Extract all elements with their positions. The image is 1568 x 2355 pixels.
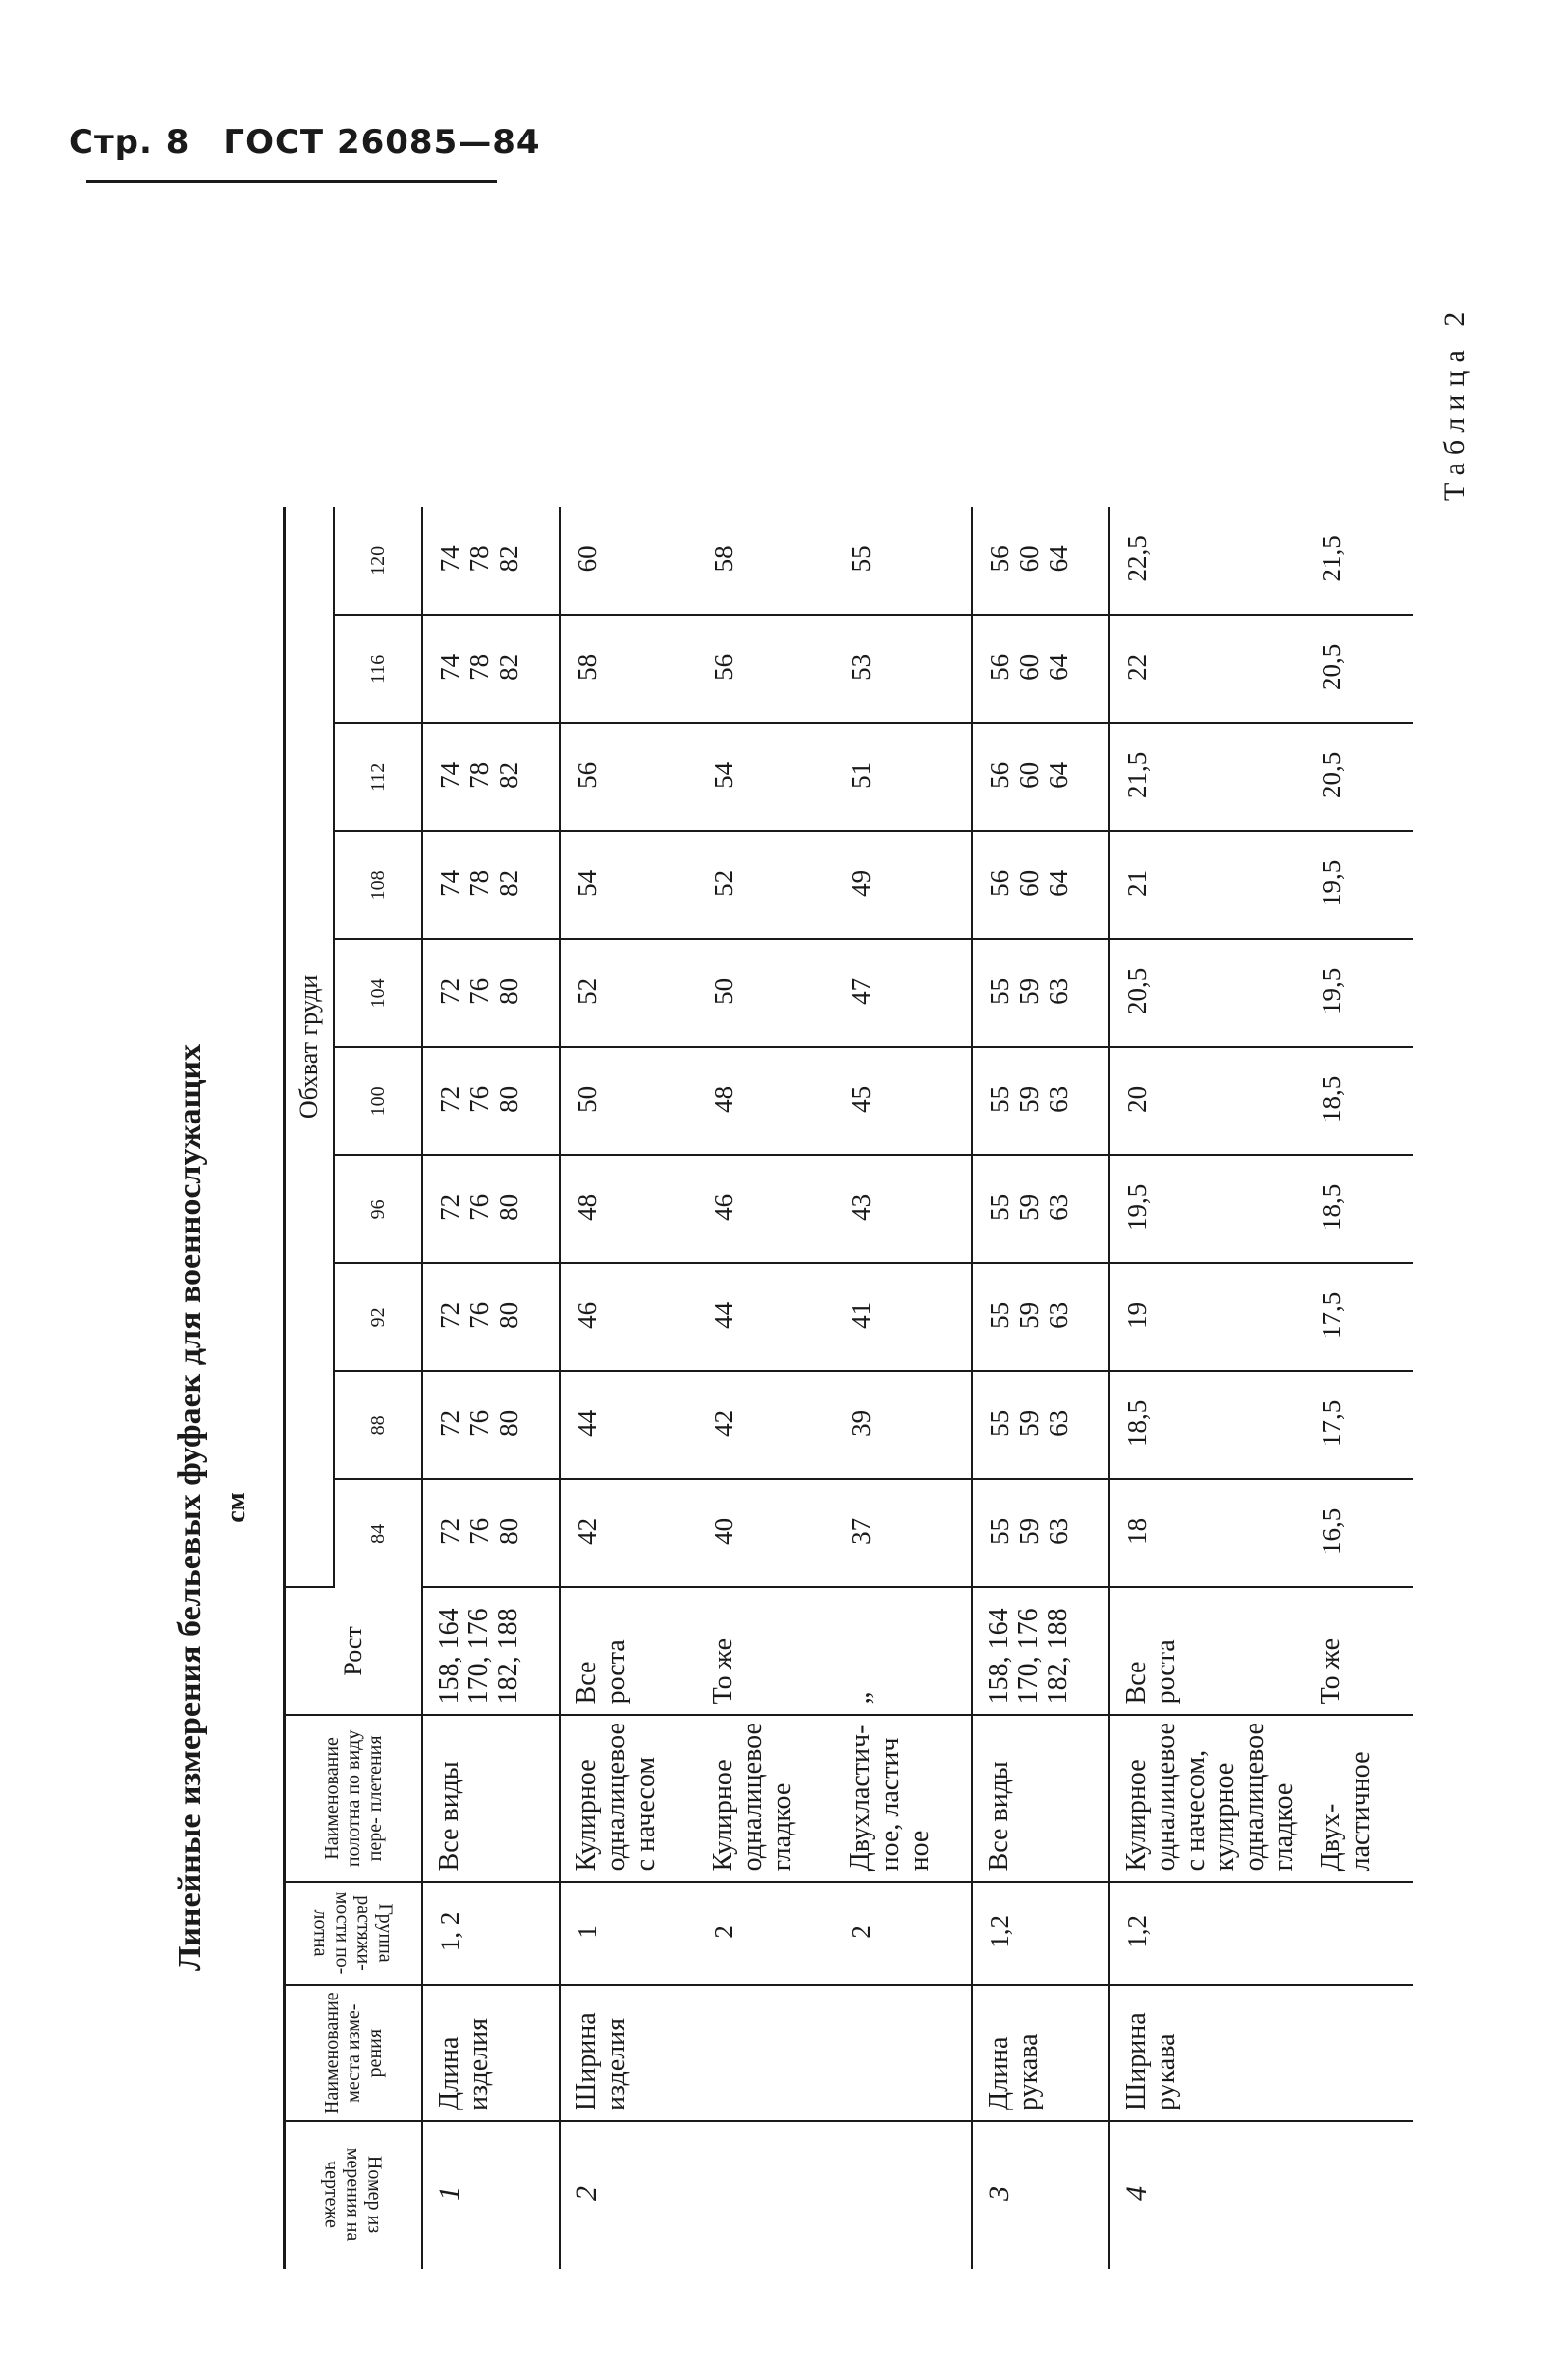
table-title: Линейные измерения бельевых фуфаек для военнослужащих xyxy=(172,1044,208,1971)
size-value: 42 xyxy=(560,1479,697,1587)
size-value: 52 xyxy=(697,831,835,939)
size-value: 72 76 80 xyxy=(422,1263,560,1371)
size-value: 50 xyxy=(560,1047,697,1155)
size-value: 48 xyxy=(560,1155,697,1263)
row-number xyxy=(835,2121,972,2269)
height-range: Все роста xyxy=(1109,1587,1305,1715)
size-value: 72 76 80 xyxy=(422,1155,560,1263)
row-number: 2 xyxy=(560,2121,697,2269)
header-size: 92 xyxy=(334,1263,422,1371)
size-value: 19,5 xyxy=(1109,1155,1305,1263)
fabric-type: Кулирное одналицевое гладкое xyxy=(697,1715,835,1882)
size-value: 44 xyxy=(560,1371,697,1479)
size-value: 18,5 xyxy=(1305,1047,1413,1155)
height-range: „ xyxy=(835,1587,972,1715)
size-value: 51 xyxy=(835,723,972,831)
size-value: 37 xyxy=(835,1479,972,1587)
size-value: 48 xyxy=(697,1047,835,1155)
size-value: 56 60 64 xyxy=(972,615,1109,723)
height-range: 158, 164 170, 176 182, 188 xyxy=(972,1587,1109,1715)
size-value: 55 59 63 xyxy=(972,1479,1109,1587)
fabric-type: Все виды xyxy=(972,1715,1109,1882)
size-value: 45 xyxy=(835,1047,972,1155)
size-value: 17,5 xyxy=(1305,1263,1413,1371)
header-group: Группа растяжи- мости по- лотна xyxy=(285,1882,423,1985)
stretch-group: 1,2 xyxy=(972,1882,1109,1985)
size-value: 56 60 64 xyxy=(972,831,1109,939)
size-value: 19,5 xyxy=(1305,939,1413,1047)
height-range: 158, 164 170, 176 182, 188 xyxy=(422,1587,560,1715)
size-value: 55 59 63 xyxy=(972,1155,1109,1263)
stretch-group xyxy=(1305,1882,1413,1985)
fabric-type: Кулирное одналицевое с начесом xyxy=(560,1715,697,1882)
table-row xyxy=(560,507,697,2269)
size-value: 19,5 xyxy=(1305,831,1413,939)
height-range: То же xyxy=(1305,1587,1413,1715)
gost-number: ГОСТ 26085—84 xyxy=(223,123,541,162)
size-value: 19 xyxy=(1109,1263,1305,1371)
header-fabric: Наименование полотна по виду пере- плетения xyxy=(285,1715,423,1882)
header-chest: Обхват груди xyxy=(285,507,335,1587)
size-value: 46 xyxy=(697,1155,835,1263)
size-value: 56 60 64 xyxy=(972,507,1109,615)
size-value: 74 78 82 xyxy=(422,831,560,939)
size-value: 43 xyxy=(835,1155,972,1263)
measurement-place: Длина изделия xyxy=(422,1985,560,2121)
header-height: Рост xyxy=(285,1587,423,1715)
size-value: 18,5 xyxy=(1305,1155,1413,1263)
size-value: 55 xyxy=(835,507,972,615)
table-label: Таблица 2 xyxy=(1438,303,1471,501)
size-value: 56 60 64 xyxy=(972,723,1109,831)
size-value: 20,5 xyxy=(1109,939,1305,1047)
header-num: Номер из мерения на чертеже xyxy=(285,2121,423,2269)
size-value: 56 xyxy=(697,615,835,723)
table-row xyxy=(422,507,560,2269)
header-size: 112 xyxy=(334,723,422,831)
size-value: 20,5 xyxy=(1305,723,1413,831)
row-number xyxy=(697,2121,835,2269)
table-row xyxy=(1109,507,1305,2269)
size-value: 22 xyxy=(1109,615,1305,723)
measurement-place xyxy=(835,1985,972,2121)
height-range: Все роста xyxy=(560,1587,697,1715)
size-value: 58 xyxy=(560,615,697,723)
size-value: 40 xyxy=(697,1479,835,1587)
height-range: То же xyxy=(697,1587,835,1715)
size-value: 18 xyxy=(1109,1479,1305,1587)
table-unit: см xyxy=(221,1492,251,1523)
size-value: 55 59 63 xyxy=(972,1047,1109,1155)
stretch-group: 1,2 xyxy=(1109,1882,1305,1985)
size-value: 58 xyxy=(697,507,835,615)
size-value: 21 xyxy=(1109,831,1305,939)
size-value: 20 xyxy=(1109,1047,1305,1155)
size-value: 16,5 xyxy=(1305,1479,1413,1587)
row-number: 1 xyxy=(422,2121,560,2269)
fabric-type: Двухластич- ное, ластич ное xyxy=(835,1715,972,1882)
size-value: 72 76 80 xyxy=(422,939,560,1047)
measurement-place: Ширина изделия xyxy=(560,1985,697,2121)
size-value: 55 59 63 xyxy=(972,1263,1109,1371)
fabric-type: Кулирное одналицевое с начесом, кулирное одналицевое гладкое xyxy=(1109,1715,1305,1882)
header-size: 88 xyxy=(334,1371,422,1479)
stretch-group: 1 xyxy=(560,1882,697,1985)
size-value: 18,5 xyxy=(1109,1371,1305,1479)
size-value: 42 xyxy=(697,1371,835,1479)
stretch-group: 2 xyxy=(697,1882,835,1985)
header-size: 108 xyxy=(334,831,422,939)
size-value: 72 76 80 xyxy=(422,1047,560,1155)
size-value: 72 76 80 xyxy=(422,1371,560,1479)
header-size: 120 xyxy=(334,507,422,615)
size-value: 22,5 xyxy=(1109,507,1305,615)
size-value: 74 78 82 xyxy=(422,723,560,831)
fabric-type: Двух- ластичное xyxy=(1305,1715,1413,1882)
size-value: 21,5 xyxy=(1305,507,1413,615)
size-value: 55 59 63 xyxy=(972,1371,1109,1479)
size-value: 21,5 xyxy=(1109,723,1305,831)
size-value: 39 xyxy=(835,1371,972,1479)
fabric-type: Все виды xyxy=(422,1715,560,1882)
table-row xyxy=(1305,507,1413,2269)
table-row xyxy=(697,507,835,2269)
rotated-table-block xyxy=(54,108,1546,2269)
size-value: 54 xyxy=(560,831,697,939)
measurements-table xyxy=(283,507,1413,2269)
size-value: 17,5 xyxy=(1305,1371,1413,1479)
size-value: 55 59 63 xyxy=(972,939,1109,1047)
header-size: 84 xyxy=(334,1479,422,1587)
size-value: 53 xyxy=(835,615,972,723)
measurement-place xyxy=(697,1985,835,2121)
size-value: 46 xyxy=(560,1263,697,1371)
size-value: 74 78 82 xyxy=(422,615,560,723)
row-number xyxy=(1305,2121,1413,2269)
table-row xyxy=(835,507,972,2269)
size-value: 41 xyxy=(835,1263,972,1371)
size-value: 74 78 82 xyxy=(422,507,560,615)
header-size: 116 xyxy=(334,615,422,723)
size-value: 44 xyxy=(697,1263,835,1371)
measurement-place: Длина рукава xyxy=(972,1985,1109,2121)
header-place: Наименование места изме- рения xyxy=(285,1985,423,2121)
size-value: 56 xyxy=(560,723,697,831)
page-number: Стр. 8 xyxy=(69,123,190,162)
stretch-group: 1, 2 xyxy=(422,1882,560,1985)
measurement-place xyxy=(1305,1985,1413,2121)
size-value: 20,5 xyxy=(1305,615,1413,723)
size-value: 72 76 80 xyxy=(422,1479,560,1587)
size-value: 54 xyxy=(697,723,835,831)
header-size: 100 xyxy=(334,1047,422,1155)
measurement-place: Ширина рукава xyxy=(1109,1985,1305,2121)
size-value: 52 xyxy=(560,939,697,1047)
row-number: 3 xyxy=(972,2121,1109,2269)
stretch-group: 2 xyxy=(835,1882,972,1985)
size-value: 50 xyxy=(697,939,835,1047)
header-size: 96 xyxy=(334,1155,422,1263)
header-size: 104 xyxy=(334,939,422,1047)
size-value: 60 xyxy=(560,507,697,615)
size-value: 49 xyxy=(835,831,972,939)
row-number: 4 xyxy=(1109,2121,1305,2269)
table-row xyxy=(972,507,1109,2269)
size-value: 47 xyxy=(835,939,972,1047)
